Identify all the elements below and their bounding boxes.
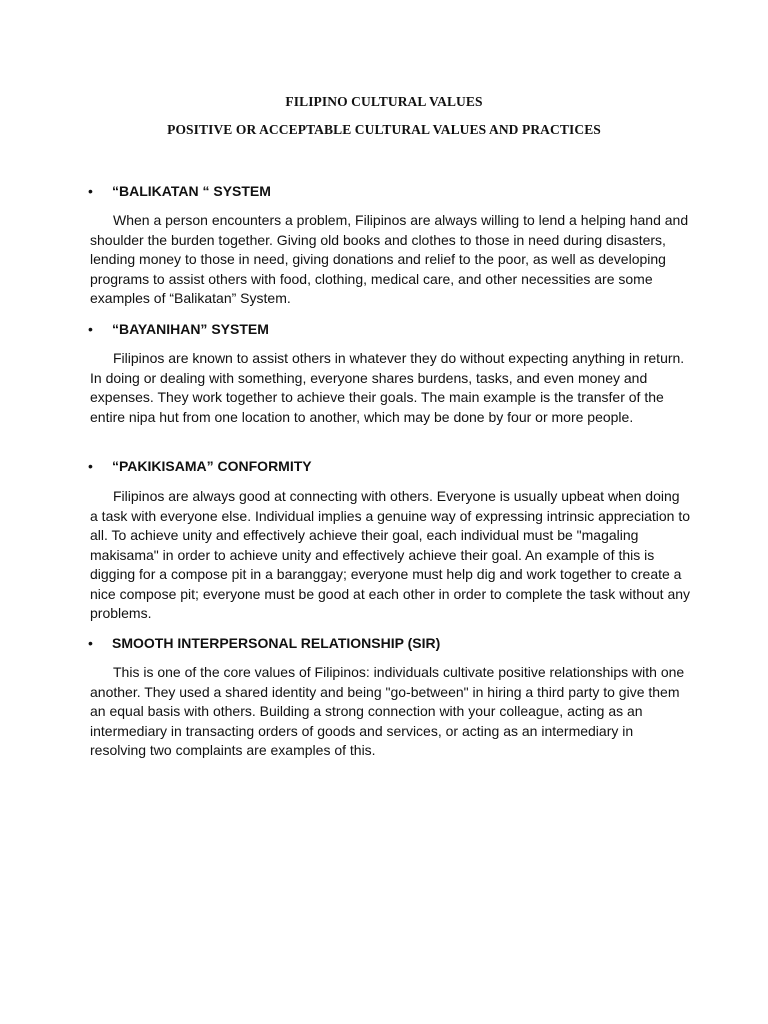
section-heading-text: “PAKIKISAMA” CONFORMITY — [112, 458, 312, 474]
section-heading-text: SMOOTH INTERPERSONAL RELATIONSHIP (SIR) — [112, 635, 441, 651]
section-heading-text: “BALIKATAN “ SYSTEM — [112, 183, 271, 199]
bullet-icon: • — [88, 635, 93, 651]
section-heading-bayanihan — [88, 320, 269, 338]
section-body-sir: This is one of the core values of Filipinos: individuals cultivate positive relationships with one another. They used a shared identity and being "go-between" in hiring a third party to give them an equal basis with others. Building a strong connection with your colleague, acting as an intermediary in transacting orders of goods and services, or acting as an intermediary in resolving two complaints are examples of this. — [90, 664, 685, 758]
section-heading-text: “BAYANIHAN” SYSTEM — [112, 321, 269, 337]
bullet-icon: • — [88, 321, 93, 337]
bullet-icon: • — [88, 183, 93, 199]
section-body-pakikisama: Filipinos are always good at connecting with others. Everyone is usually upbeat when doing a task with everyone else. Individual implies a genuine way of expressing intrinsic appreciation to all. To achieve unity and effectively achieve their goal, each individual must be "magaling makisama" in order to achieve unity and effectively achieve their goal. An example of this is digging for a compose pit in a baranggay; everyone must help dig and work together to create a nice compose pit; everyone must be good at each other in order to complete the task without any problems. — [90, 488, 691, 621]
section-heading-balikatan — [88, 182, 271, 200]
document-title: FILIPINO CULTURAL VALUES — [285, 94, 483, 109]
section-body-bayanihan: Filipinos are known to assist others in whatever they do without expecting anything in return. In doing or dealing with something, everyone shares burdens, tasks, and even money and expenses. They work together to achieve their goals. The main example is the transfer of the entire nipa hut from one location to another, which may be done by four or more people. — [90, 350, 685, 425]
bullet-icon: • — [88, 458, 93, 474]
document-subtitle: POSITIVE OR ACCEPTABLE CULTURAL VALUES AND PRACTICES — [167, 122, 601, 137]
section-heading-sir — [88, 634, 441, 652]
section-body-balikatan: When a person encounters a problem, Filipinos are always willing to lend a helping hand and shoulder the burden together. Giving old books and clothes to those in need during disasters, lending money to those in need, giving donations and relief to the poor, as well as developing programs to assist others with food, clothing, medical care, and other necessities are some examples of “Balikatan” System. — [90, 212, 689, 306]
section-heading-pakikisama — [88, 457, 312, 475]
